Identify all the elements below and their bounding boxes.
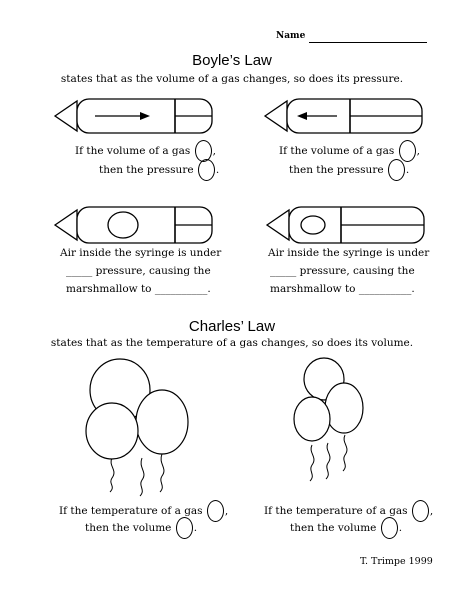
boyles-question-2-line1: If the volume of a gas , — [279, 140, 420, 162]
charles-law-definition: states that as the temperature of a gas changes, so does its volume. — [50, 337, 414, 349]
charles-question-2-line1: If the temperature of a gas , — [264, 500, 433, 522]
marshmallow-caption-2-line3: marshmallow to __________. — [270, 283, 415, 295]
marshmallow-caption-2-line2: _____ pressure, causing the — [270, 265, 415, 277]
boyles-law-definition: states that as the volume of a gas changes, so does its pressure. — [60, 73, 404, 85]
answer-oval[interactable] — [412, 500, 429, 522]
answer-oval[interactable] — [381, 517, 398, 539]
charles-question-1-line2: then the volume . — [85, 517, 197, 539]
name-field[interactable] — [309, 42, 427, 43]
charles-question-1-line1: If the temperature of a gas , — [59, 500, 228, 522]
syringe-icon — [55, 96, 215, 136]
boyles-question-1-line2: then the pressure . — [99, 159, 219, 181]
syringe-marshmallow-icon — [55, 204, 215, 246]
syringe-icon — [265, 96, 425, 136]
marshmallow-caption-2-line1: Air inside the syringe is under — [268, 247, 430, 259]
marshmallow-caption-1-line3: marshmallow to __________. — [66, 283, 211, 295]
answer-oval[interactable] — [176, 517, 193, 539]
small-balloons-icon — [290, 355, 380, 485]
answer-oval[interactable] — [388, 159, 405, 181]
name-label: Name — [276, 31, 306, 41]
answer-oval[interactable] — [198, 159, 215, 181]
marshmallow — [301, 216, 325, 234]
marshmallow-caption-1-line2: _____ pressure, causing the — [66, 265, 211, 277]
marshmallow-caption-1-line1: Air inside the syringe is under — [60, 247, 222, 259]
charles-question-2-line2: then the volume . — [290, 517, 402, 539]
marshmallow — [108, 212, 138, 238]
boyles-question-1-line1: If the volume of a gas , — [75, 140, 216, 162]
syringe-marshmallow-icon — [267, 204, 427, 246]
large-balloons-icon — [80, 358, 200, 498]
boyles-question-2-line2: then the pressure . — [289, 159, 409, 181]
author-credit: T. Trimpe 1999 — [360, 556, 433, 567]
boyles-law-title: Boyle’s Law — [192, 52, 272, 69]
answer-oval[interactable] — [207, 500, 224, 522]
charles-law-title: Charles’ Law — [188, 318, 276, 335]
